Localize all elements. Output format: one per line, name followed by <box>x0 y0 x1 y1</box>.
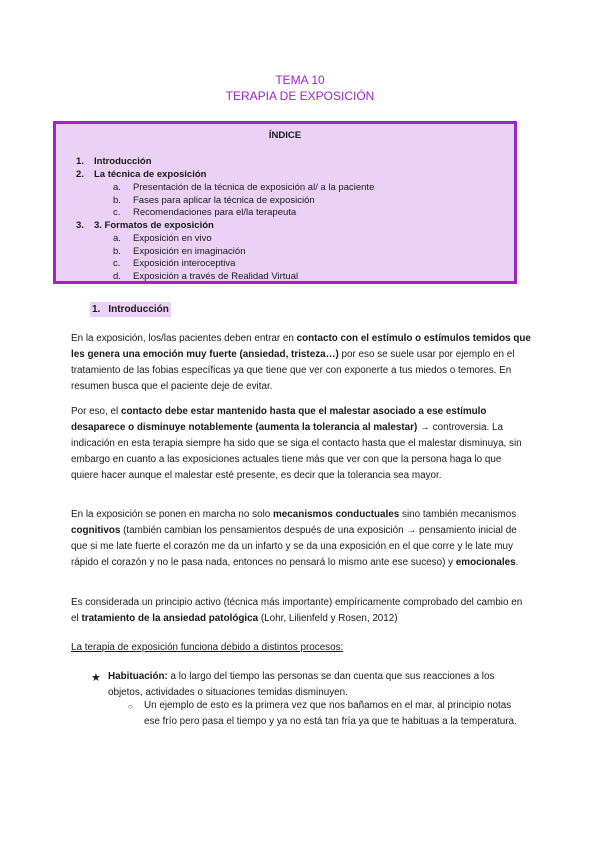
toc-item-number: 3. <box>76 220 84 231</box>
toc-subitem-number: b. <box>113 245 121 257</box>
toc-subitem-label: Recomendaciones para el/la terapeuta <box>133 207 297 219</box>
toc-subitem-number: c. <box>113 207 121 219</box>
bold-text: contacto debe estar mantenido hasta que el malestar asociado a ese estímulo desaparece o disminuye notablemente (aumenta la tolerancia al malestar) <box>71 406 487 433</box>
toc-subitem-number: a. <box>113 233 121 244</box>
bold-text: emocionales <box>455 557 516 568</box>
document-title <box>0 72 600 104</box>
section-title: Introducción <box>108 304 169 315</box>
sub-bullet-example: Un ejemplo de esto es la primera vez que nos bañamos en el mar, al principio notas ese frío pero pasa el tiempo y ya no está tan fría ya que te habituas a la temperatura. <box>144 700 517 727</box>
circle-bullet-icon: ○ <box>128 702 133 711</box>
paragraph-exposure-definition: En la exposición, los/las pacientes deben entrar en contacto con el estímulo o estímulos temidos que les genera una emoción muy fuerte (ansiedad, tristeza…) por eso se suele usar por ejemplo en el tratamiento de las fobias específicas ya que tiene que ver con exponerte a tus miedos o temores. En resumen busca que el paciente deje de evitar. <box>71 333 531 392</box>
toc-subitem-number: b. <box>113 194 121 206</box>
toc-subitem-label: Exposición interoceptiva <box>133 258 236 270</box>
toc-item-number: 1. <box>76 156 84 167</box>
bold-text: contacto con el estímulo o estímulos temidos que les genera una emoción muy fuerte (ansiedad, tristeza…) <box>71 333 531 360</box>
topic-title: TERAPIA DE EXPOSICIÓN <box>225 89 375 103</box>
toc-item-label: La técnica de exposición <box>94 169 207 180</box>
toc-item-label: 3. Formatos de exposición <box>94 220 214 231</box>
section-heading-introduccion <box>90 302 171 317</box>
bold-text: mecanismos conductuales <box>273 509 400 520</box>
bold-text: cognitivos <box>71 525 121 536</box>
bold-text: tratamiento de la ansiedad patológica <box>81 613 259 624</box>
index-box <box>53 121 517 284</box>
toc-subitem-label: Exposición en imaginación <box>133 245 246 257</box>
toc-item-number: 2. <box>76 169 84 180</box>
paragraph-active-principle: Es considerada un principio activo (técnica más importante) empíricamente comprobado del cambio en el tratamiento de la ansiedad patológica (Lohr, Lilienfeld y Rosen, 2012) <box>71 597 523 624</box>
toc-subitem-label: Exposición a través de Realidad Virtual <box>133 271 299 283</box>
processes-intro: La terapia de exposición funciona debido a distintos procesos: <box>71 642 344 653</box>
section-number: 1. <box>92 304 101 315</box>
paragraph-mechanisms: En la exposición se ponen en marcha no solo mecanismos conductuales sino también mecanismos cognitivos (también cambian los pensamientos después de una exposición → pensamiento inicial de que si me late fuerte el corazón me da un infarto y se da una exposición en el que corre y le late muy rápido el corazón y no le pasa nada, entonces no pensará lo mismo ante ese suceso) y emocionales. <box>71 509 519 568</box>
toc-item-label: Introducción <box>94 156 152 167</box>
index-heading: ÍNDICE <box>268 130 302 141</box>
bold-text: Habituación: <box>108 671 168 682</box>
toc-subitem-number: d. <box>113 271 121 283</box>
toc-subitem-label: Presentación de la técnica de exposición al/ a la paciente <box>133 182 375 193</box>
toc-subitem-label: Exposición en vivo <box>133 233 212 244</box>
toc-subitem-number: c. <box>113 258 121 270</box>
toc-subitem-label: Fases para aplicar la técnica de exposición <box>133 194 315 206</box>
bullet-habituation: Habituación: a lo largo del tiempo las personas se dan cuenta que sus reacciones a los objetos, actividades o situaciones temidas disminuyen. <box>108 671 495 698</box>
toc-subitem-number: a. <box>113 182 121 193</box>
star-bullet-icon: ★ <box>91 672 101 684</box>
paragraph-contact-maintained: Por eso, el contacto debe estar mantenido hasta que el malestar asociado a ese estímulo desaparece o disminuye notablemente (aumenta la tolerancia al malestar) → controversia. La indicación en esta terapia siempre ha sido que se siga el contacto hasta que el malestar disminuya, sin embargo en cuanto a las exposiciones actuales tiene más que ver con que la persona haga lo que quiere hacer aunque el malestar esté presente, es decir que la tolerancia sea mayor. <box>71 406 522 481</box>
topic-number: TEMA 10 <box>275 73 325 87</box>
